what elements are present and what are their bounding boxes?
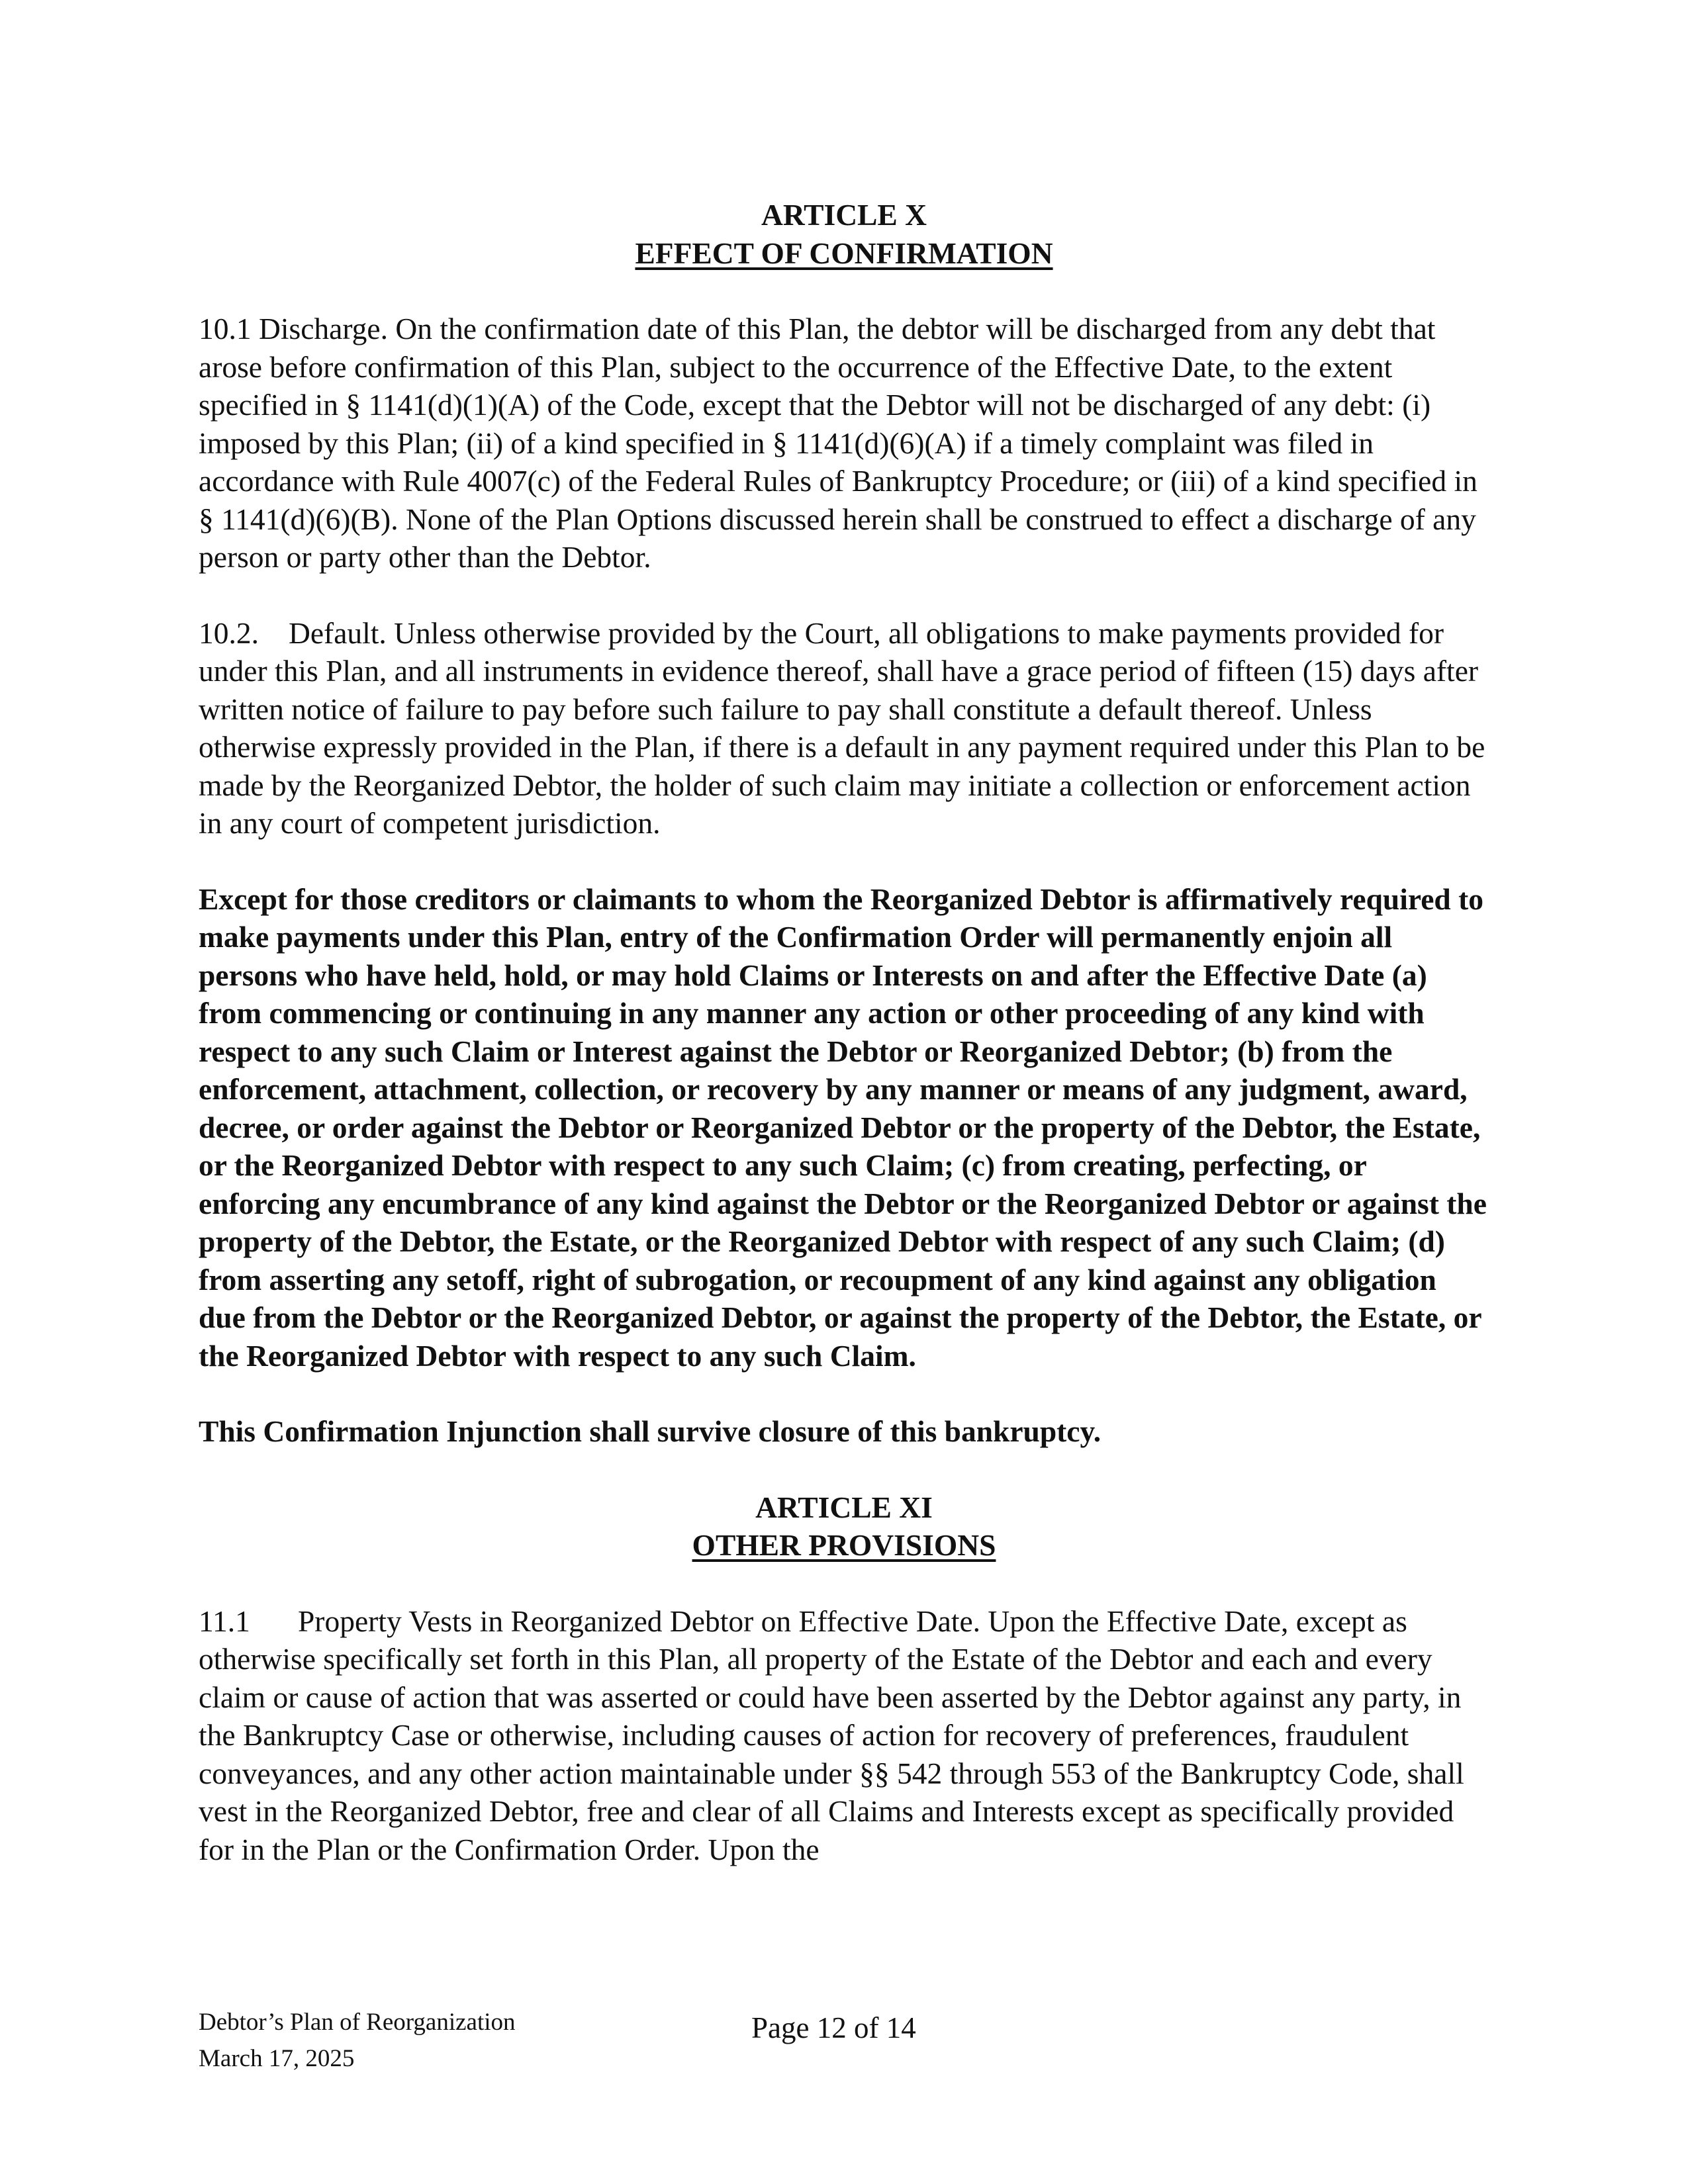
article-x-number: ARTICLE X [761, 198, 927, 232]
confirmation-injunction: Except for those creditors or claimants to whom the Reorganized Debtor is affirmatively required to make payments under this Plan, entry of the Confirmation Order will permanently enjoin all persons who have held, hold, or may hold Claims or Interests on and after the Effective Date (a) from commencing or continuing in any manner any action or other proceeding of any kind with respect to any such Claim or Interest against the Debtor or Reorganized Debtor; (b) from the enforcement, attachment, collection, or recovery by any manner or means of any judgment, award, decree, or order against the Debtor or Reorganized Debtor or the property of the Debtor, the Estate, or the Reorganized Debtor with respect to any such Claim; (c) from creating, perfecting, or enforcing any encumbrance of any kind against the Debtor or the Reorganized Debtor or against the property of the Debtor, the Estate, or the Reorganized Debtor with respect of any such Claim; (d) from asserting any setoff, right of subrogation, or recoupment of any kind against any obligation due from the Debtor or the Reorganized Debtor, or against the property of the Debtor, the Estate, or the Reorganized Debtor with respect to any such Claim. [199, 882, 1487, 1373]
footer-date: March 17, 2025 [199, 2045, 355, 2072]
section-11-1-text: Property Vests in Reorganized Debtor on Effective Date. Upon the Effective Date, except as otherwise specifically set forth in this Plan, all property of the Estate of the Debtor and each and every claim or cause of action that was asserted or could have been asserted by the Debtor against any party, in the Bankruptcy Case or otherwise, including causes of action for recovery of preferences, fraudulent conveyances, and any other action maintainable under §§ 542 through 553 of the Bankruptcy Code, shall vest in the Reorganized Debtor, free and clear of all Claims and Interests except as specifically provided for in the Plan or the Confirmation Order. Upon the [199, 1604, 1464, 1866]
footer-doc-title: Debtor’s Plan of Reorganization [199, 2009, 516, 2036]
section-10-2-text: Default. Unless otherwise provided by the Court, all obligations to make payments provided for under this Plan, and all instruments in evidence thereof, shall have a grace period of fifteen (15) days after written notice of failure to pay before such failure to pay shall constitute a default thereof. Unless otherwise expressly provided in the Plan, if there is a default in any payment required under this Plan to be made by the Reorganized Debtor, the holder of such claim may initiate a collection or enforcement action in any court of competent jurisdiction. [199, 615, 1485, 840]
article-x-title: EFFECT OF CONFIRMATION [635, 236, 1053, 270]
document-body [199, 196, 1489, 1868]
section-10-2 [199, 614, 1489, 842]
section-10-1: 10.1 Discharge. On the confirmation date of this Plan, the debtor will be discharged from any debt that arose before confirmation of this Plan, subject to the occurrence of the Effective Date, to the extent specified in § 1141(d)(1)(A) of the Code, except that the Debtor will not be discharged of any debt: (i) imposed by this Plan; (ii) of a kind specified in § 1141(d)(6)(A) if a timely complaint was filed in accordance with Rule 4007(c) of the Federal Rules of Bankruptcy Procedure; or (iii) of a kind specified in § 1141(d)(6)(B). None of the Plan Options discussed herein shall be construed to effect a discharge of any person or party other than the Debtor. [199, 312, 1477, 574]
section-10-2-number: 10.2. [199, 615, 259, 650]
article-xi-title: OTHER PROVISIONS [692, 1528, 996, 1562]
section-11-1 [199, 1602, 1489, 1869]
footer-document-info [199, 2004, 516, 2077]
article-x-heading [199, 196, 1489, 272]
article-xi-heading [199, 1488, 1489, 1565]
injunction-survival: This Confirmation Injunction shall survive closure of this bankruptcy. [199, 1414, 1102, 1448]
footer-page-number: Page 12 of 14 [751, 2011, 916, 2044]
article-xi-number: ARTICLE XI [755, 1490, 933, 1524]
section-11-1-number: 11.1 [199, 1604, 250, 1638]
